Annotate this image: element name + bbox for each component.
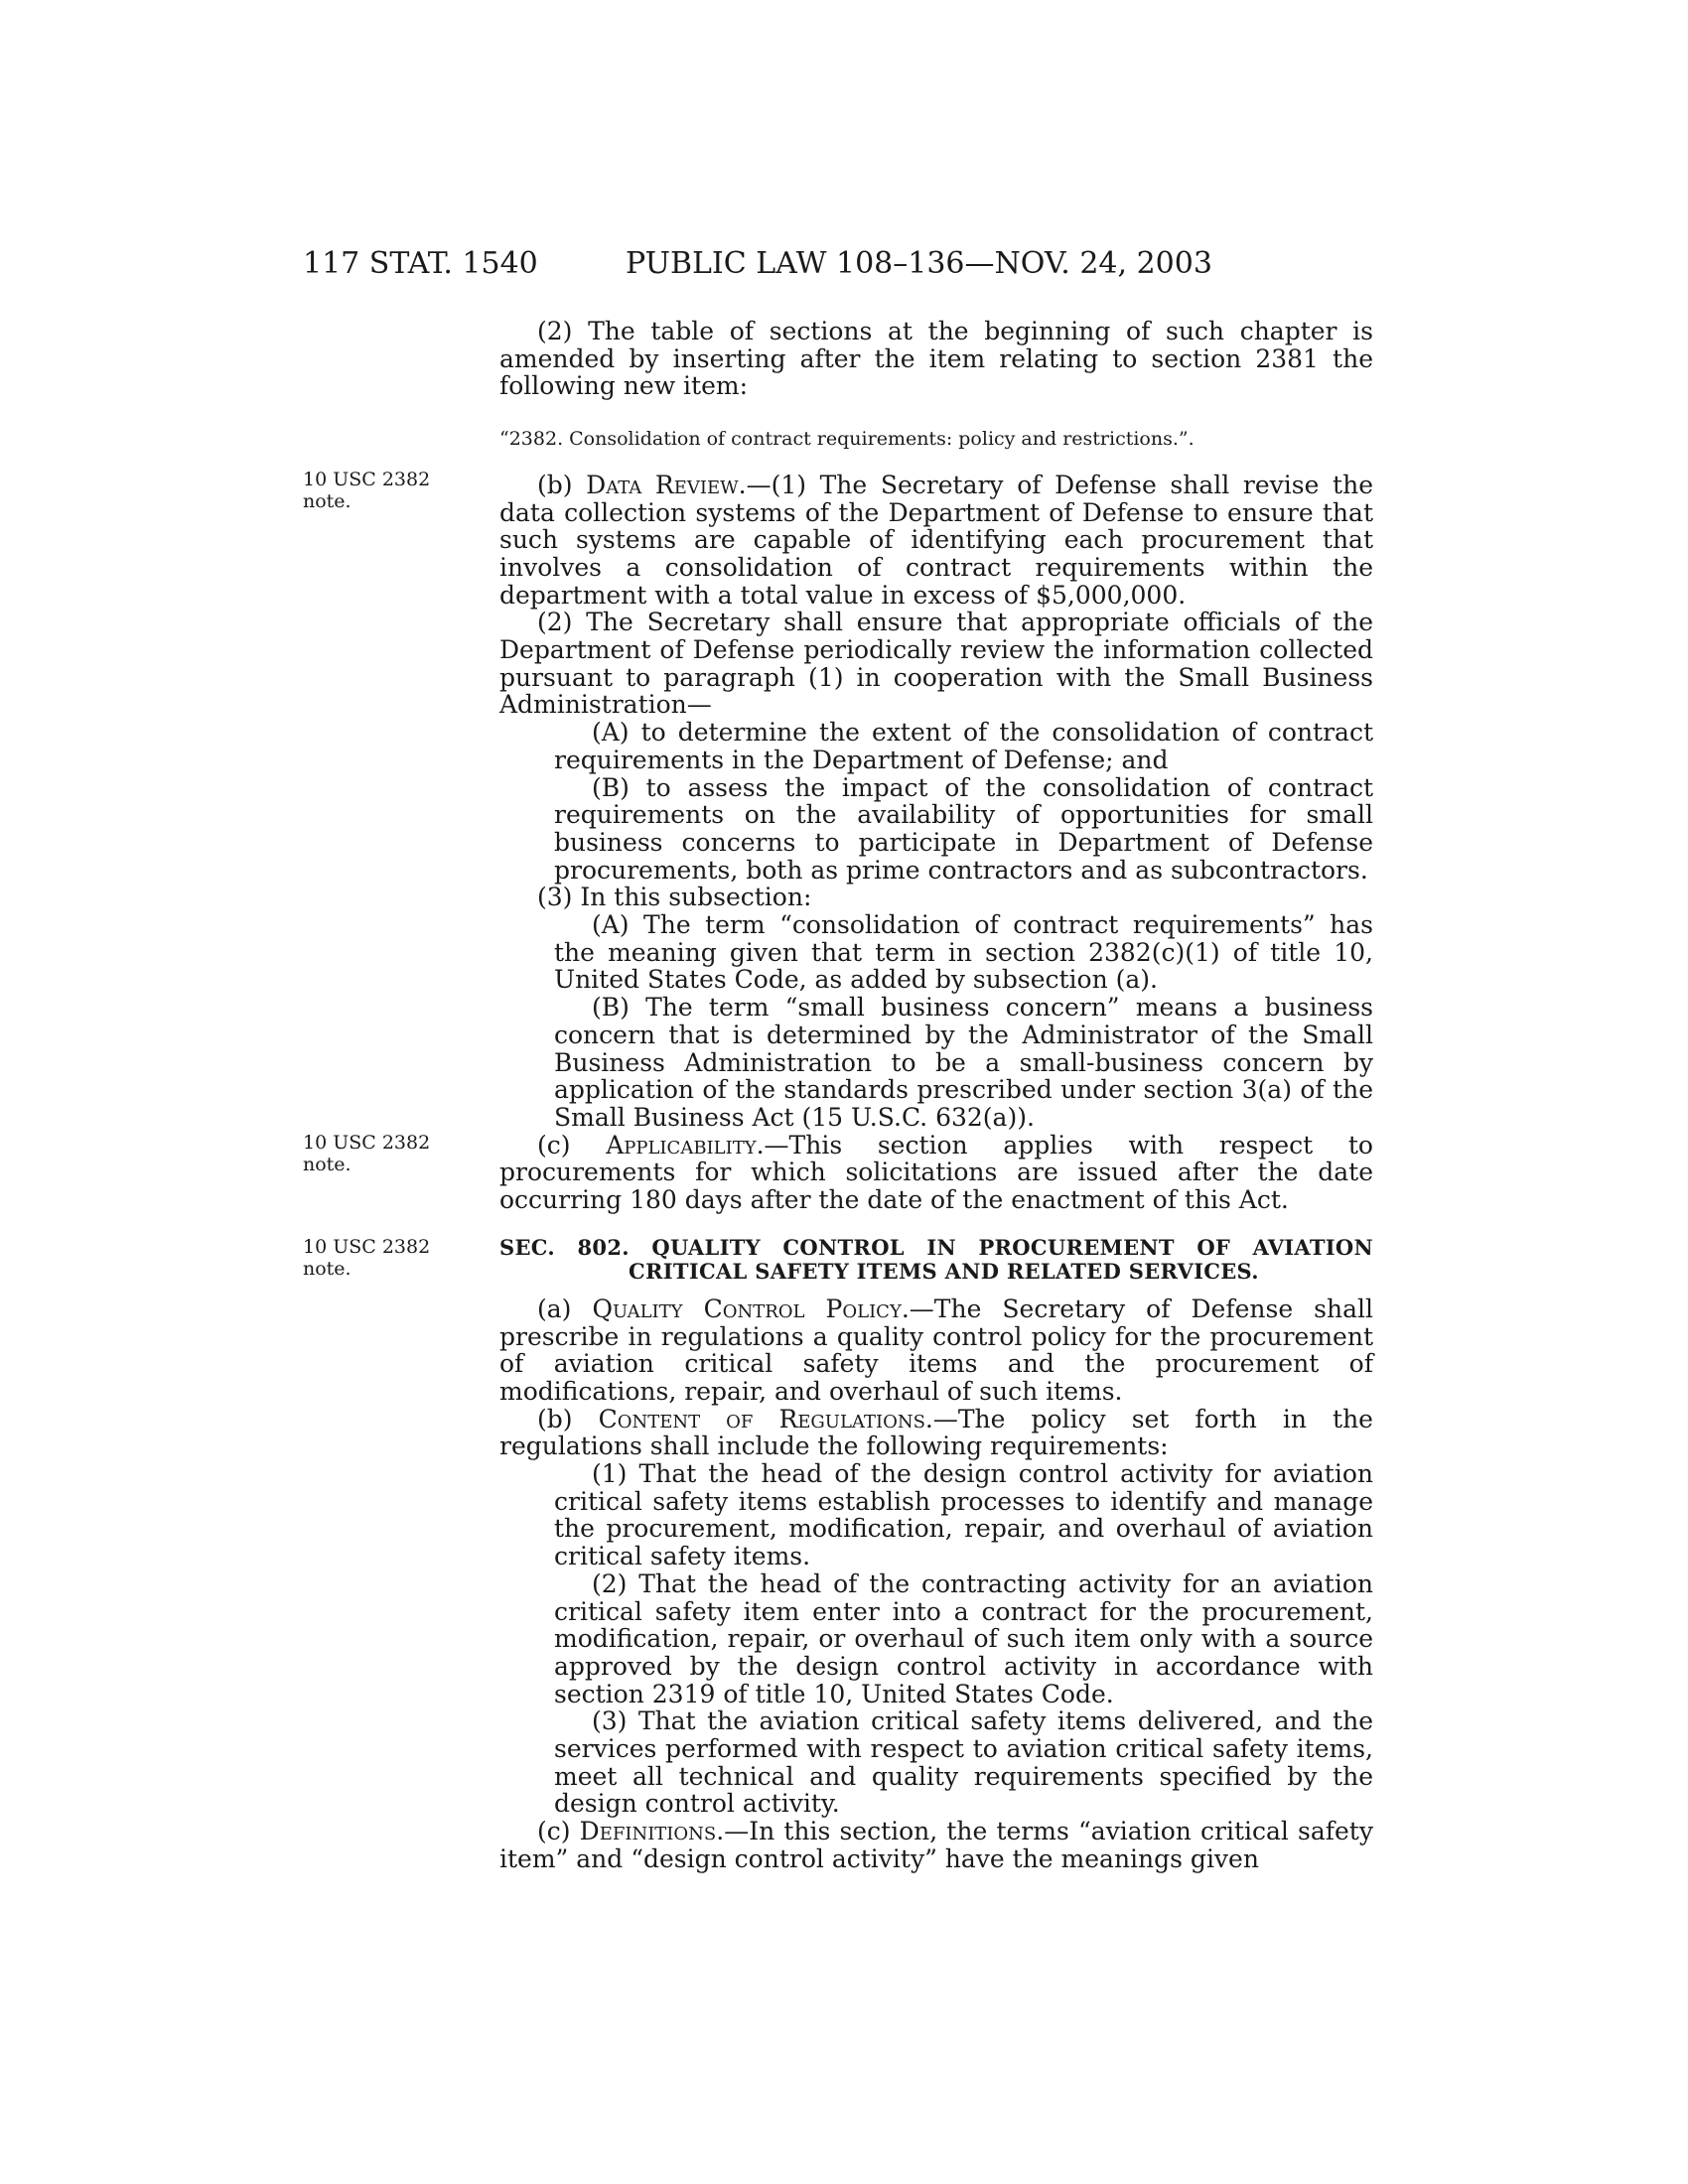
new-table-item: “2382. Consolidation of contract requirements: policy and restrictions.”. [499,428,1195,451]
section-heading: SEC. 802. QUALITY CONTROL IN PROCUREMENT OF AVIATION CRITICAL SAFETY ITEMS AND RELATED SERVICES. [499,1234,1373,1284]
subsection-c-applicability: (c) Applicability.—This section applies with respect to procurements for which solicitations are issued after the date occurring 180 days after the date of the enactment of this Act. [499,1130,1373,1215]
subsection-heading: Quality Control Policy [592,1294,902,1323]
requirement-3: (3) That the aviation critical safety items delivered, and the services performed with respect to aviation critical safety items, meet all technical and quality requirements specified by the design control activity. [554,1706,1373,1819]
margin-note: 10 USC 2382 note. [303,1236,431,1280]
main-text [499,318,1373,1873]
requirement-2: (2) That the head of the contracting activity for an aviation critical safety item enter into a contract for the procurement, modification, repair, or overhaul of such item only with a source approved by the design control activity in accordance with section 2319 of title 10, United States Code. [554,1569,1373,1708]
subparagraph-b3a: (A) The term “consolidation of contract requirements” has the meaning given that term in section 2382(c)(1) of title 10, United States Code, as added by subsection (a). [554,910,1373,995]
subsection-heading: Applicability [606,1130,757,1160]
subsection-c-definitions: (c) Definitions.—In this section, the terms “aviation critical safety item” and “design control activity” have the meanings given [499,1817,1373,1873]
subparagraph-b3b: (B) The term “small business concern” means a business concern that is determined by the Administrator of the Small Business Administration to be a small-business concern by application of the standards prescribed under section 3(a) of the Small Business Act (15 U.S.C. 632(a)). [554,993,1373,1132]
subsection-heading: Definitions [579,1817,717,1846]
subparagraph-b2a: (A) to determine the extent of the consolidation of contract requirements in the Department of Defense; and [554,718,1373,774]
subparagraph-b2b: (B) to assess the impact of the consolidation of contract requirements on the availability of opportunities for small business concerns to participate in Department of Defense procurements, both as prime contractors and as subcontractors. [554,772,1373,885]
subsection-heading: Data Review [586,470,739,499]
subsection-b-data-review: (b) Data Review.—(1) The Secretary of Defense shall revise the data collection systems of the Department of Defense to ensure that such systems are capable of identifying each procurement that involves a consolidation of contract requirements within the department with a total value in excess of $5,000,000. [499,470,1373,610]
requirement-1: (1) That the head of the design control activity for aviation critical safety items establish processes to identify and manage the procurement, modification, repair, and overhaul of aviation critical safety items. [554,1459,1373,1571]
statute-page-number: 117 STAT. 1540 [303,246,538,281]
margin-note: 10 USC 2382 note. [303,1132,431,1175]
public-law-citation: PUBLIC LAW 108–136—NOV. 24, 2003 [626,246,1212,281]
paragraph-b2: (2) The Secretary shall ensure that appropriate officials of the Department of Defense periodically review the information collected pursuant to paragraph (1) in cooperation with the Small Business Administration— [499,608,1373,720]
subsection-heading: Content of Regulations [598,1404,925,1433]
subsection-a-quality-control-policy: (a) Quality Control Policy.—The Secretary of Defense shall prescribe in regulations a quality control policy for the procurement of aviation critical safety items and the procurement of modifications, repair, and overhaul of such items. [499,1294,1373,1406]
subsection-b-content-of-regulations: (b) Content of Regulations.—The policy set forth in the regulations shall include the following requirements: [499,1404,1373,1461]
margin-note: 10 USC 2382 note. [303,469,431,512]
paragraph-table-amendment: (2) The table of sections at the beginning of such chapter is amended by inserting after the item relating to section 2381 the following new item: [499,317,1373,401]
page-header [0,246,1688,286]
paragraph-b3: (3) In this subsection: [537,883,812,912]
